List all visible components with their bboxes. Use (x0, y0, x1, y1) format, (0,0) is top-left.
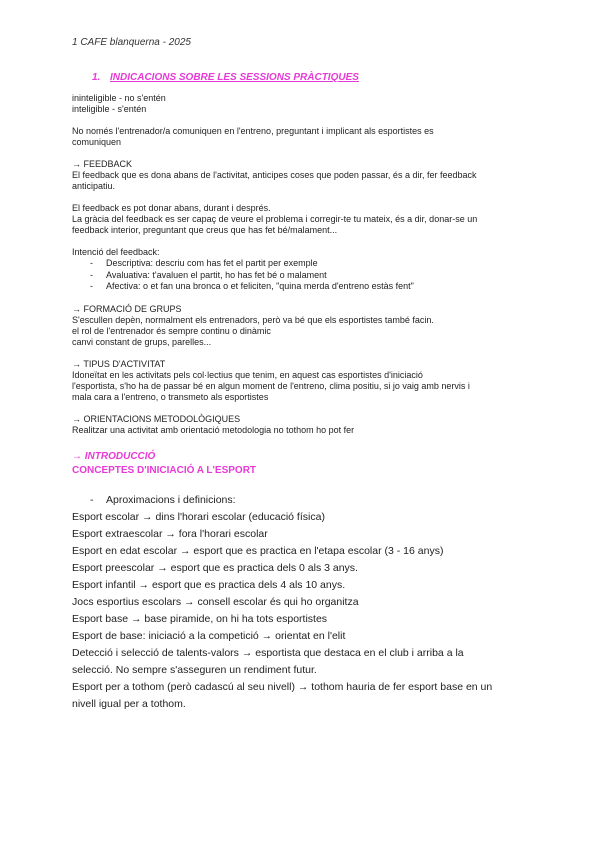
text-line: inteligible - s'entén (72, 104, 147, 114)
definition-line: selecció. No sempre s'asseguren un rendiment futur. (72, 663, 317, 676)
definition-line: nivell igual per a tothom. (72, 697, 186, 710)
text-line: feedback interior, preguntant que creus que has fet bé/malament... (72, 225, 338, 235)
page-header: 1 CAFE blanquerna - 2025 (72, 37, 191, 48)
text-line: anticipatiu. (72, 181, 116, 191)
definition-line: Esport base → base piramide, on hi ha tots esportistes (72, 612, 328, 625)
section-heading-indicacions (92, 72, 532, 83)
definition-line: Esport en edat escolar → esport que es practica en l'etapa escolar (3 - 16 anys) (72, 544, 444, 557)
text-line: La gràcia del feedback es ser capaç de veure el problema i corregir-te tu mateix, és a dir, donar-se un (72, 214, 478, 224)
text-line: l'esportista, s'ho ha de passar bé en algun moment de l'entreno, clima positiu, si jo vaig amb nervis i (72, 380, 470, 391)
list-item: - Descriptiva: descriu com has fet el partit per exemple (90, 258, 532, 270)
section-number: 1. (92, 72, 101, 83)
definition-line: Esport infantil → esport que es practica dels 4 als 10 anys. (72, 578, 346, 591)
definition-line: Esport preescolar → esport que es practica dels 0 als 3 anys. (72, 561, 358, 574)
text-line: el rol de l'entrenador és sempre continu o dinàmic (72, 325, 271, 336)
list-item: - Avaluativa: t'avaluen el partit, ho has fet bé o malament (90, 270, 532, 282)
text-line: Realitzar una activitat amb orientació metodologia no tothom ho pot fer (72, 424, 355, 435)
definition-line: Esport extraescolar → fora l'horari escolar (72, 527, 268, 540)
orientacions-heading: → ORIENTACIONS METODOLÒGIQUES (72, 413, 241, 424)
definitions-bullet-text: Aproximacions i definicions: (106, 493, 236, 506)
text-line: ininteligible - no s'entén (72, 93, 166, 103)
document-content (72, 72, 532, 713)
intro-block (72, 93, 532, 436)
definition-line: Esport per a tothom (però cadascú al seu nivell) → tothom hauria de fer esport base en un (72, 680, 493, 693)
introduccio-block (72, 450, 532, 478)
feedback-list (72, 258, 532, 293)
text-line: El feedback es pot donar abans, durant i després. (72, 203, 271, 213)
text-line: mala cara a l'entreno, o transmeto als esportistes (72, 391, 269, 402)
feedback-heading: → FEEDBACK (72, 159, 133, 169)
text-line: S'escullen depèn, normalment els entrenadors, però va bé que els esportistes també facin. (72, 314, 434, 325)
text-line: comuniquen (72, 137, 122, 147)
list-item: - Afectiva: o et fan una bronca o et feliciten, "quina merda d'entreno estàs fent" (90, 281, 532, 293)
text-line: canvi constant de grups, parelles... (72, 336, 212, 347)
conceptes-heading: CONCEPTES D'INICIACIÓ A L'ESPORT (72, 464, 257, 476)
definition-line: Esport de base: iniciació a la competició → orientat en l'elit (72, 629, 346, 642)
grups-heading: → FORMACIÓ DE GRUPS (72, 303, 182, 314)
text-line: No només l'entrenador/a comuniquen en l'entreno, preguntant i implicant als esportistes es (72, 126, 434, 136)
text-line: Idoneïtat en les activitats pels col·lectius que tenim, en aquest cas esportistes d'iniciació (72, 369, 423, 380)
definitions-bullet: - Aproximacions i definicions: (90, 493, 236, 506)
definition-line: Esport escolar → dins l'horari escolar (educació física) (72, 510, 325, 523)
tipus-heading: → TIPUS D'ACTIVITAT (72, 358, 166, 369)
definition-line: Jocs esportius escolars → consell escolar és qui ho organitza (72, 595, 359, 608)
text-line: El feedback que es dona abans de l'activitat, anticipes coses que poden passar, és a dir, fer feedback (72, 170, 477, 180)
definitions-block (72, 492, 532, 713)
section-title: INDICACIONS SOBRE LES SESSIONS PRÀCTIQUES (110, 72, 359, 83)
intencio-label: Intenció del feedback: (72, 247, 160, 257)
definition-line: Detecció i selecció de talents-valors → esportista que destaca en el club i arriba a la (72, 646, 464, 659)
introduccio-heading: → INTRODUCCIÓ (72, 450, 156, 462)
